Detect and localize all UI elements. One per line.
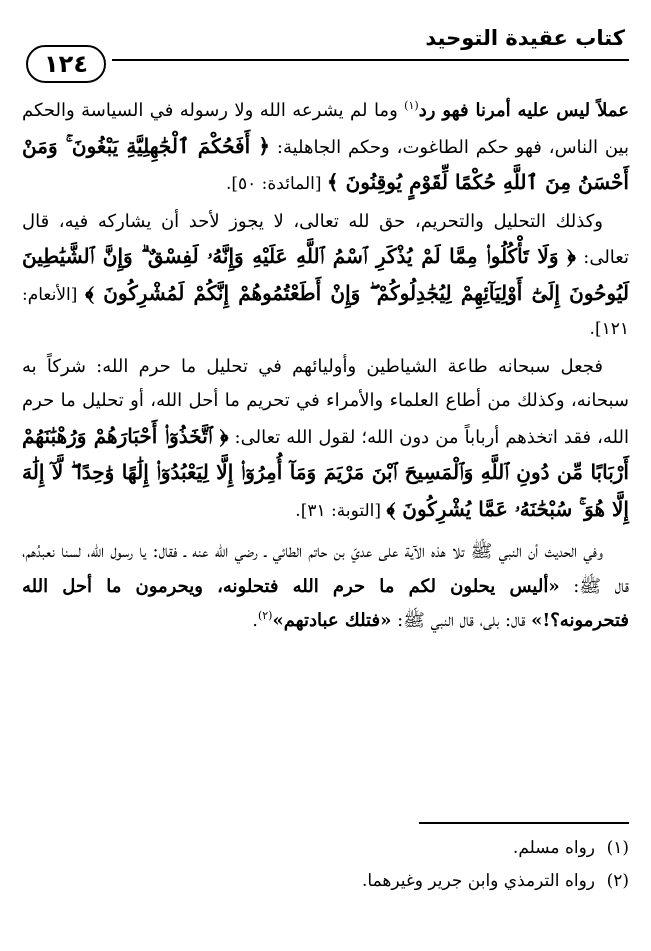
footnote-2 [22,865,629,898]
hadith-quote: «أليس يحلون لكم ما حرم الله فتحلونه، ويحرمون ما أحل الله فتحرمونه؟!» [22,575,629,631]
footnote-marker: (٢) [257,609,273,622]
quran-verse: ﴿ ٱتَّخَذُوٓا۟ أَحْبَارَهُمْ وَرُهْبَٰنَهُمْ أَرْبَابًا مِّن دُونِ ٱللَّهِ وَٱلْمَسِيحَ ٱبْنَ مَرْيَمَ وَمَآ أُمِرُوٓا۟ إِلَّا لِيَعْبُدُوٓا۟ إِلَٰهًا وَٰحِدًا ۖ لَّآ إِلَٰهَ إِلَّا هُوَ ۚ سُبْحَٰنَهُۥ عَمَّا يُشْرِكُونَ ﴾ [22,423,629,521]
paragraph-text: وكذلك التحليل والتحريم، حق لله تعالى، لا يجوز لأحد أن يشاركه فيه، قال تعالى: [22,210,629,268]
footnote-number: (٢) [606,871,629,891]
verse-reference: [التوبة: ٣١]. [295,500,387,521]
footnotes [22,832,629,898]
quran-verse: ﴿ وَلَا تَأْكُلُوا۟ مِمَّا لَمْ يُذْكَرِ ٱسْمُ ٱللَّهِ عَلَيْهِ وَإِنَّهُۥ لَفِسْقٌ ۗ وَإِنَّ ٱلشَّيَٰطِينَ لَيُوحُونَ إِلَىٰٓ أَوْلِيَآئِهِمْ لِيُجَٰدِلُوكُمْ ۖ وَإِنْ أَطَعْتُمُوهُمْ إِنَّكُمْ لَمُشْرِكُونَ ﴾ [22,244,630,305]
hadith-quote: عملاً ليس عليه أمرنا فهو رد [418,100,629,121]
footnote-text: رواه الترمذي وابن جرير وغيرهما. [361,871,595,891]
page-number-badge: ١٢٤ [26,45,106,83]
paragraph-text: وما لم يشرعه الله ولا رسوله في السياسة والحكم بين الناس، فهو حكم الطاغوت، وحكم الجاهلية: [22,100,629,158]
paragraph-4 [22,535,629,639]
hadith-quote: «فتلك عبادتهم» [272,610,392,631]
footnote-marker: (١) [404,99,419,112]
quran-verse: ﴿ أَفَحُكْمَ ٱلْجَٰهِلِيَّةِ يَبْغُونَ ۚ وَمَنْ أَحْسَنُ مِنَ ٱللَّهِ حُكْمًا لِّقَوْمٍ يُوقِنُونَ ﴾ [22,133,629,194]
paragraph-text: وفي الحديث أن النبي ﷺ تلا هذه الآية على عديّ بن حاتم الطائي ـ رضي الله عنه ـ فقال: يا رسول الله، لسنا نعبدُهم، قال ﷺ: [22,541,629,597]
verse-reference: [المائدة: ٥٠]. [225,174,327,194]
footnote-1 [22,832,629,865]
book-title: كتاب عقيدة التوحيد [425,26,625,50]
paragraph-3 [22,350,629,529]
footnote-number: (١) [606,838,629,858]
header-rule [112,59,629,61]
paragraph-text: . [252,610,258,631]
running-header [24,18,629,80]
footnote-text: رواه مسلم. [512,838,595,858]
body-text [22,94,629,639]
paragraph-text: قال: بلى، قال النبي ﷺ: [391,610,532,631]
footnote-divider [419,822,629,824]
paragraph-text: فجعل سبحانه طاعة الشياطين وأوليائهم في تحليل ما حرم الله: شركاً به سبحانه، وكذلك من أطاع العلماء والأمراء في تحريم ما أحل الله، أو تحليل ما حرم الله، فقد اتخذهم أرباباً من دون الله؛ لقول الله تعالى: [22,355,629,448]
paragraph-1 [22,94,629,202]
paragraph-2 [22,205,629,347]
verse-reference: [الأنعام: ١٢١]. [22,284,629,339]
